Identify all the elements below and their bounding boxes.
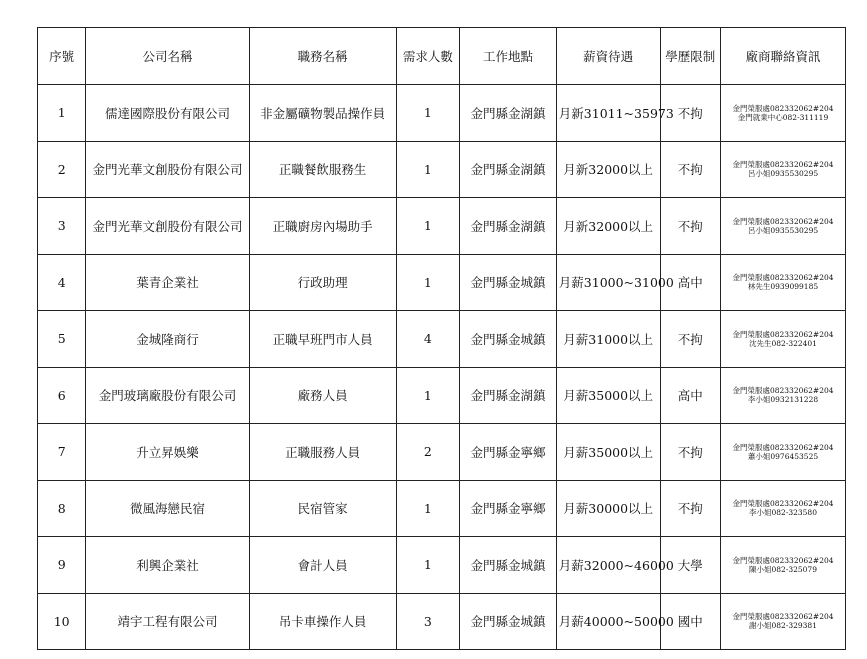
header-salary: 薪資待遇 [556,28,660,85]
cell-company: 金門光華文創股份有限公司 [86,141,249,198]
cell-location: 金門縣金湖鎮 [460,367,557,424]
contact-line: 蕭小姐0976453525 [747,451,819,461]
contact-line: 李小姐082-323580 [749,508,817,518]
cell-title: 民宿管家 [249,480,396,537]
cell-count: 1 [396,367,459,424]
cell-company: 金城隆商行 [86,311,249,368]
cell-count: 1 [396,85,459,142]
cell-education: 國中 [660,593,720,650]
cell-contact [721,198,846,255]
table-row [38,593,846,650]
cell-contact [721,367,846,424]
contact-line: 林先生0939099185 [747,282,819,292]
table-body [38,85,846,650]
cell-company: 利興企業社 [86,537,249,594]
table-row [38,537,846,594]
contact-line: 金門榮服處082332062#204 [732,386,834,396]
header-education: 學歷限制 [660,28,720,85]
cell-contact [721,424,846,481]
cell-education: 不拘 [660,198,720,255]
cell-company: 金門玻璃廠股份有限公司 [86,367,249,424]
cell-count: 4 [396,311,459,368]
cell-location: 金門縣金寧鄉 [460,480,557,537]
contact-line: 金門榮服處082332062#204 [732,329,834,339]
cell-contact [721,85,846,142]
cell-contact [721,311,846,368]
header-contact: 廠商聯絡資訊 [721,28,846,85]
cell-company: 微風海戀民宿 [86,480,249,537]
table-row [38,311,846,368]
cell-location: 金門縣金湖鎮 [460,198,557,255]
contact-line: 金門榮服處082332062#204 [732,442,834,452]
contact-line: 陳小姐082-325079 [749,564,817,574]
cell-education: 不拘 [660,480,720,537]
cell-title: 正職餐飲服務生 [249,141,396,198]
cell-salary: 月薪32000~46000 [556,537,660,594]
header-no: 序號 [38,28,86,85]
contact-line: 沈先生082-322401 [749,338,817,348]
contact-line: 金門榮服處082332062#204 [732,160,834,170]
cell-no: 6 [38,367,86,424]
header-company: 公司名稱 [86,28,249,85]
contact-line: 金門榮服處082332062#204 [732,216,834,226]
cell-salary: 月薪30000以上 [556,480,660,537]
cell-no: 4 [38,254,86,311]
cell-education: 大學 [660,537,720,594]
cell-count: 3 [396,593,459,650]
cell-count: 1 [396,537,459,594]
cell-location: 金門縣金寧鄉 [460,424,557,481]
table-row [38,85,846,142]
cell-title: 吊卡車操作人員 [249,593,396,650]
job-listing-table [37,27,846,650]
contact-line: 金門榮服處082332062#204 [732,555,834,565]
cell-contact [721,141,846,198]
table-row [38,141,846,198]
cell-location: 金門縣金城鎮 [460,537,557,594]
cell-no: 1 [38,85,86,142]
cell-no: 9 [38,537,86,594]
cell-education: 不拘 [660,141,720,198]
header-count: 需求人數 [396,28,459,85]
cell-education: 不拘 [660,311,720,368]
cell-no: 3 [38,198,86,255]
cell-company: 儒達國際股份有限公司 [86,85,249,142]
cell-no: 8 [38,480,86,537]
cell-title: 行政助理 [249,254,396,311]
cell-contact [721,254,846,311]
cell-salary: 月薪31000以上 [556,311,660,368]
cell-location: 金門縣金城鎮 [460,254,557,311]
cell-title: 正職廚房內場助手 [249,198,396,255]
cell-title: 非金屬礦物製品操作員 [249,85,396,142]
cell-no: 7 [38,424,86,481]
contact-line: 謝小姐082-329381 [749,621,817,631]
header-title: 職務名稱 [249,28,396,85]
table-row [38,424,846,481]
cell-company: 金門光華文創股份有限公司 [86,198,249,255]
cell-count: 2 [396,424,459,481]
cell-count: 1 [396,254,459,311]
table-row [38,480,846,537]
cell-education: 不拘 [660,85,720,142]
cell-count: 1 [396,198,459,255]
cell-location: 金門縣金城鎮 [460,311,557,368]
contact-line: 金門榮服處082332062#204 [732,103,834,113]
cell-title: 正職服務人員 [249,424,396,481]
contact-line: 金門就業中心082-311119 [737,112,829,122]
cell-company: 升立昇娛樂 [86,424,249,481]
table-row [38,198,846,255]
cell-location: 金門縣金湖鎮 [460,141,557,198]
table-header-row [38,28,846,85]
contact-line: 金門榮服處082332062#204 [732,273,834,283]
cell-count: 1 [396,141,459,198]
cell-title: 廠務人員 [249,367,396,424]
cell-salary: 月薪35000以上 [556,424,660,481]
cell-company: 靖宇工程有限公司 [86,593,249,650]
cell-title: 正職早班門市人員 [249,311,396,368]
cell-company: 葉青企業社 [86,254,249,311]
cell-count: 1 [396,480,459,537]
cell-location: 金門縣金湖鎮 [460,85,557,142]
header-location: 工作地點 [460,28,557,85]
cell-education: 不拘 [660,424,720,481]
contact-line: 呂小姐0935530295 [747,169,819,179]
cell-title: 會計人員 [249,537,396,594]
cell-location: 金門縣金城鎮 [460,593,557,650]
table-row [38,367,846,424]
table-row [38,254,846,311]
cell-contact [721,593,846,650]
contact-line: 金門榮服處082332062#204 [732,499,834,509]
cell-no: 5 [38,311,86,368]
cell-salary: 月新32000以上 [556,198,660,255]
cell-no: 2 [38,141,86,198]
contact-line: 李小姐0932131228 [747,395,819,405]
cell-salary: 月薪31000~31000 [556,254,660,311]
cell-education: 高中 [660,254,720,311]
cell-education: 高中 [660,367,720,424]
cell-salary: 月新31011~35973 [556,85,660,142]
cell-salary: 月新32000以上 [556,141,660,198]
cell-no: 10 [38,593,86,650]
cell-contact [721,480,846,537]
contact-line: 金門榮服處082332062#204 [732,612,834,622]
job-listing-sheet [37,27,846,650]
contact-line: 呂小姐0935530295 [747,225,819,235]
cell-contact [721,537,846,594]
cell-salary: 月薪35000以上 [556,367,660,424]
cell-salary: 月薪40000~50000 [556,593,660,650]
